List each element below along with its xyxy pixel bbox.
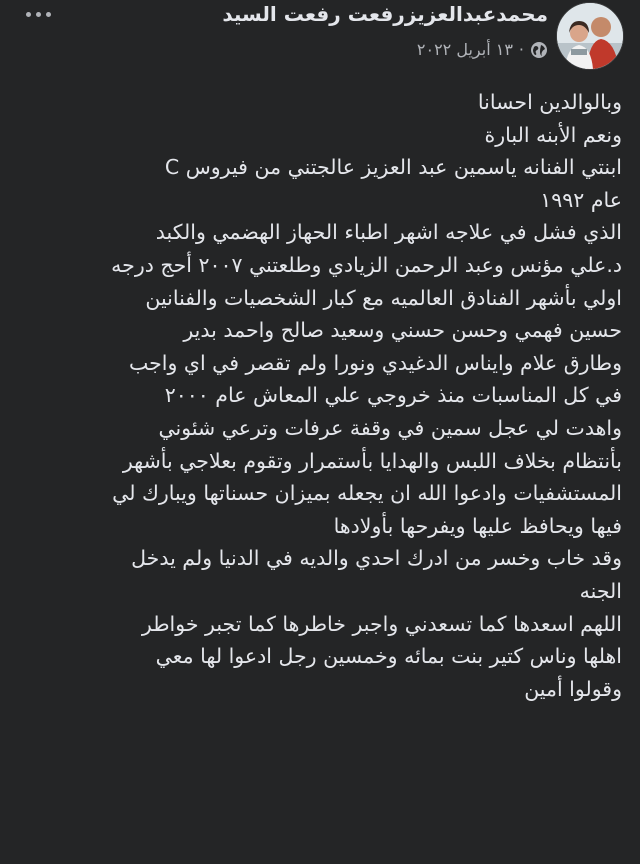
post-body [12, 86, 622, 705]
post-header [0, 0, 640, 80]
post-line: اللهم اسعدها كما تسعدني واجبر خاطرها كما تجبر خواطر [141, 611, 622, 636]
post-line: فيها ويحافظ عليها ويفرحها بأولادها [333, 513, 622, 538]
post-line: واهدت لي عجل سمين في وقفة عرفات وترعي شئوني [158, 415, 622, 440]
post-meta [417, 40, 548, 59]
post-line: حسين فهمي وحسن حسني وسعيد صالح واحمد بدير [183, 318, 622, 343]
post-line: د.علي مؤنس وعبد الرحمن الزيادي وطلعتني ٢٠٠٧ أحج درجه [111, 252, 622, 277]
post-line: وبالوالدين احسانا [477, 90, 622, 114]
meta-separator: · [518, 40, 524, 59]
avatar-photo [557, 3, 623, 69]
post-line: الجنه [579, 578, 622, 603]
globe-icon[interactable] [530, 41, 548, 59]
post-line: وطارق علام وايناس الدغيدي ونورا ولم تقصر في اي واجب [128, 350, 622, 375]
post-line: اهلها وناس كتير بنت بمائه وخمسين رجل ادعوا لها معي [155, 644, 622, 669]
avatar[interactable] [556, 2, 624, 70]
post-line: المستشفيات وادعوا الله ان يجعله بميزان حسناتها ويبارك لي [112, 481, 622, 506]
post-date[interactable]: ١٣ أبريل ٢٠٢٢ [416, 40, 513, 59]
post-line: اولي بأشهر الفنادق العالميه مع كبار الشخصيات والفنانين [145, 285, 622, 310]
post-line: في كل المناسبات منذ خروجي علي المعاش عام ٢٠٠٠ [164, 383, 622, 408]
post-line: ونعم الأبنه البارة [484, 122, 622, 147]
more-options-button[interactable] [18, 0, 58, 28]
more-horizontal-icon [26, 12, 31, 17]
post-line: ابنتي الفنانه ياسمين عبد العزيز عالجتني من فيروس C [164, 155, 622, 180]
post-line: بأنتظام بخلاف اللبس والهدايا بأستمرار وتقوم بعلاجي بأشهر [122, 448, 622, 473]
post-line: وقولوا أمين [524, 676, 622, 701]
post-line: وقد خاب وخسر من ادرك احدي والديه في الدنيا ولم يدخل [131, 546, 622, 571]
post-line: عام ١٩٩٢ [540, 187, 622, 212]
post-line: الذي فشل في علاجه اشهر اطباء الحهاز الهضمي والكبد [155, 220, 622, 245]
author-name[interactable]: محمدعبدالعزيزرفعت رفعت السيد [222, 2, 548, 26]
